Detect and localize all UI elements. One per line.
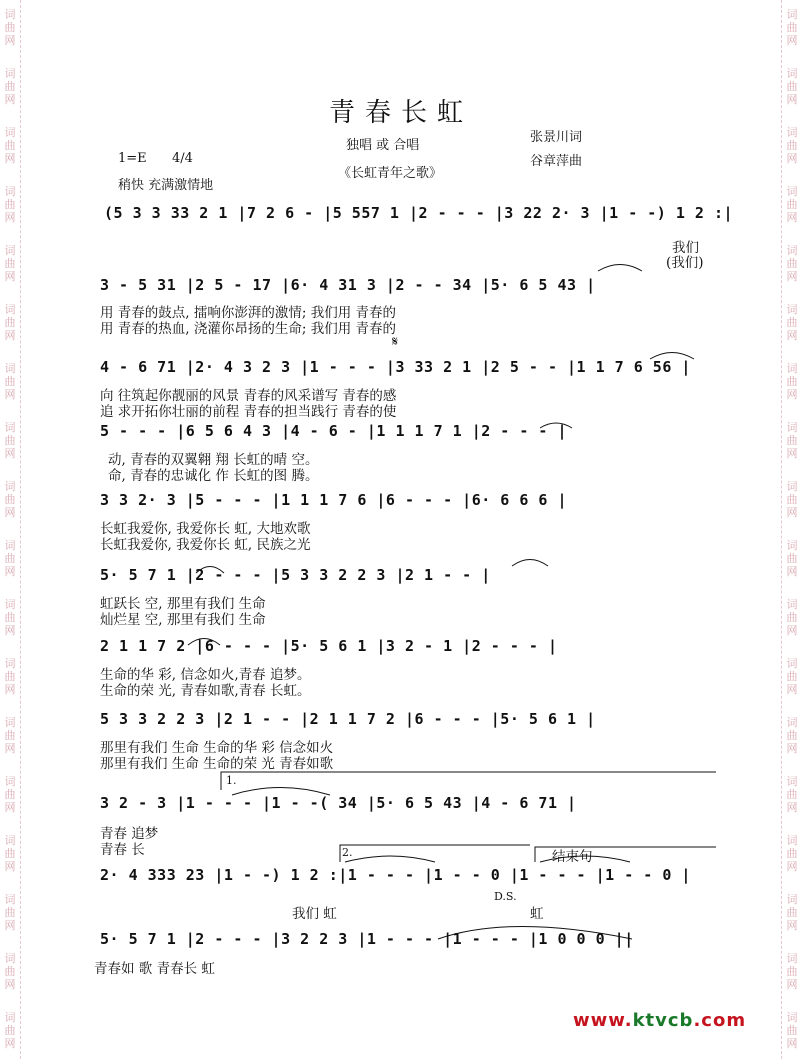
side-text-group: 词 曲 网 (4, 362, 16, 401)
lyric-row-11: 青春如 歌 青春长 虹 (94, 961, 215, 977)
score-title: 青春长虹 (328, 98, 473, 128)
coda-bracket (535, 847, 716, 862)
side-text-group: 词 曲 网 (786, 834, 798, 873)
side-text-group: 词 曲 网 (786, 598, 798, 637)
slur (598, 265, 642, 272)
side-text-group: 词 曲 网 (786, 421, 798, 460)
side-text-group: 词 曲 网 (4, 834, 16, 873)
side-text-group: 词 曲 网 (4, 126, 16, 165)
lyric-row-10-a: 我们 虹 (292, 906, 337, 922)
lyric-row-7-verse-1: 生命的华 彩, 信念如火,青春 追梦。 (100, 667, 311, 683)
notation-row-9: 3 2 - 3 |1 - - - |1 - -( 34 |5· 6 5 43 |4 - 6 71 | (100, 794, 577, 812)
side-text-group: 词 曲 网 (4, 716, 16, 755)
lyric-row-9-verse-1: 青春 追梦 (100, 826, 159, 842)
side-text-group: 词 曲 网 (4, 303, 16, 342)
notation-row-4: 5 - - - |6 5 6 4 3 |4 - 6 - |1 1 1 7 1 |2 - - - | (100, 422, 568, 440)
side-text-group: 词 曲 网 (786, 716, 798, 755)
lyric-row-8-verse-2: 那里有我们 生命 生命的荣 光 青春如歌 (100, 756, 334, 772)
lyric-row-8-verse-1: 那里有我们 生命 生命的华 彩 信念如火 (100, 740, 334, 756)
side-text-group: 词 曲 网 (4, 539, 16, 578)
notation-row-5: 3 3 2· 3 |5 - - - |1 1 1 7 6 |6 - - - |6· 6 6 6 | (100, 491, 568, 509)
slur (345, 856, 435, 862)
notation-row-7: 2 1 1 7 2 |6 - - - |5· 5 6 1 |3 2 - 1 |2 - - - | (100, 637, 558, 655)
lyric-row-5-verse-2: 长虹我爱你, 我爱你长 虹, 民族之光 (100, 537, 311, 553)
slur (540, 856, 630, 862)
side-text-group: 词 曲 网 (786, 539, 798, 578)
side-text-group: 词 曲 网 (4, 244, 16, 283)
slur (540, 423, 572, 428)
side-text-group: 词 曲 网 (4, 952, 16, 991)
side-text-group: 词 曲 网 (786, 303, 798, 342)
side-text-group: 词 曲 网 (4, 657, 16, 696)
side-text-group: 词 曲 网 (786, 185, 798, 224)
notation-row-2: 3 - 5 31 |2 5 - 17 |6· 4 31 3 |2 - - 34 |5· 6 5 43 | (100, 276, 596, 294)
notation-row-11: 5· 5 7 1 |2 - - - |3 2 2 3 |1 - - - |1 - - - |1 0 0 0 || (100, 930, 634, 948)
key-signature: 1=E (118, 151, 147, 166)
side-text-group: 词 曲 网 (4, 1011, 16, 1050)
slur (650, 353, 694, 360)
side-text-group: 词 曲 网 (786, 657, 798, 696)
lyric-row-3-verse-2: 追 求开拓你壮丽的前程 青春的担当践行 青春的使 (100, 404, 397, 420)
time-signature: 4/4 (172, 151, 193, 166)
side-text-group: 词 曲 网 (786, 362, 798, 401)
side-text-group: 词 曲 网 (786, 67, 798, 106)
lyric-row-4-verse-2: 命, 青春的忠诚化 作 长虹的图 腾。 (108, 468, 319, 484)
notation-row-8: 5 3 3 2 2 3 |2 1 - - |2 1 1 7 2 |6 - - - |5· 5 6 1 | (100, 710, 596, 728)
notation-row-1: (5 3 3 33 2 1 |7 2 6 - |5 557 1 |2 - - - |3 22 2· 3 |1 - -) 1 2 :| (104, 204, 734, 222)
side-text-group: 词 曲 网 (786, 480, 798, 519)
volta-2-label: 2. (342, 846, 353, 859)
side-text-group: 词 曲 网 (786, 775, 798, 814)
slur (512, 560, 548, 567)
lyric-row-2-verse-1: 用 青春的鼓点, 擂响你澎湃的激情; 我们用 青春的 (100, 305, 397, 321)
side-text-group: 词 曲 网 (4, 185, 16, 224)
side-text-group: 词 曲 网 (786, 126, 798, 165)
side-text-group: 词 曲 网 (4, 8, 16, 47)
site-watermark (573, 1010, 746, 1031)
side-text-group: 词 曲 网 (786, 952, 798, 991)
side-text-group: 词 曲 网 (4, 775, 16, 814)
lyric-row-2-verse-2: 用 青春的热血, 浇灌你昂扬的生命; 我们用 青春的 (100, 321, 397, 337)
lyric-row-5-verse-1: 长虹我爱你, 我爱你长 虹, 大地欢歌 (100, 521, 311, 537)
watermark-part-2: ktvcb (632, 1010, 694, 1031)
lyric-row-6-verse-2: 灿烂星 空, 那里有我们 生命 (100, 612, 266, 628)
slur (232, 788, 330, 796)
lyric-row-10-b: 虹 (530, 906, 544, 922)
side-text-group: 词 曲 网 (4, 480, 16, 519)
slur (438, 927, 632, 940)
lyric-row-1-b: (我们) (666, 255, 704, 271)
lyric-row-3-verse-1: 向 往筑起你靓丽的风景 青春的风采谱写 青春的感 (100, 388, 397, 404)
song-source: 《长虹青年之歌》 (338, 166, 443, 181)
lyric-row-7-verse-2: 生命的荣 光, 青春如歌,青春 长虹。 (100, 683, 311, 699)
side-text-group: 词 曲 网 (786, 244, 798, 283)
lyricist-credit: 张景川词 (530, 130, 583, 145)
side-text-group: 词 曲 网 (786, 8, 798, 47)
volta-1-label: 1. (226, 774, 237, 787)
lyric-row-6-verse-1: 虹跃长 空, 那里有我们 生命 (100, 596, 266, 612)
coda-label: 结束句 (552, 849, 593, 865)
watermark-part-1: www. (573, 1010, 633, 1031)
composer-credit: 谷章萍曲 (530, 154, 583, 169)
side-text-group: 词 曲 网 (4, 893, 16, 932)
lyric-row-4-verse-1: 动, 青春的双翼翱 翔 长虹的晴 空。 (108, 452, 319, 468)
ds-marking: D.S. (494, 890, 517, 903)
volta-1-bracket (221, 772, 716, 790)
slur (188, 639, 220, 646)
side-text-group: 词 曲 网 (4, 67, 16, 106)
notation-row-6: 5· 5 7 1 |2 - - - |5 3 3 2 2 3 |2 1 - - | (100, 566, 491, 584)
side-text-group: 词 曲 网 (786, 1011, 798, 1050)
side-text-group: 词 曲 网 (4, 421, 16, 460)
notation-row-3: 4 - 6 71 |2· 4 3 2 3 |1 - - - |3 33 2 1 |2 5 - - |1 1 7 6 56 | (100, 358, 691, 376)
notation-row-10: 2· 4 333 23 |1 - -) 1 2 :|1 - - - |1 - - 0 |1 - - - |1 - - 0 | (100, 866, 691, 884)
side-text-group: 词 曲 网 (4, 598, 16, 637)
performance-type: 独唱 或 合唱 (346, 138, 420, 153)
side-text-group: 词 曲 网 (786, 893, 798, 932)
lyric-row-1-a: 我们 (672, 240, 699, 256)
segno-sign: 𝄋 (392, 334, 399, 350)
slur (196, 567, 224, 574)
lyric-row-9-verse-2: 青春 长 (100, 842, 145, 858)
watermark-part-3: .com (693, 1010, 747, 1031)
tempo-marking: 稍快 充满激情地 (118, 178, 214, 193)
volta-2-bracket (340, 845, 530, 862)
